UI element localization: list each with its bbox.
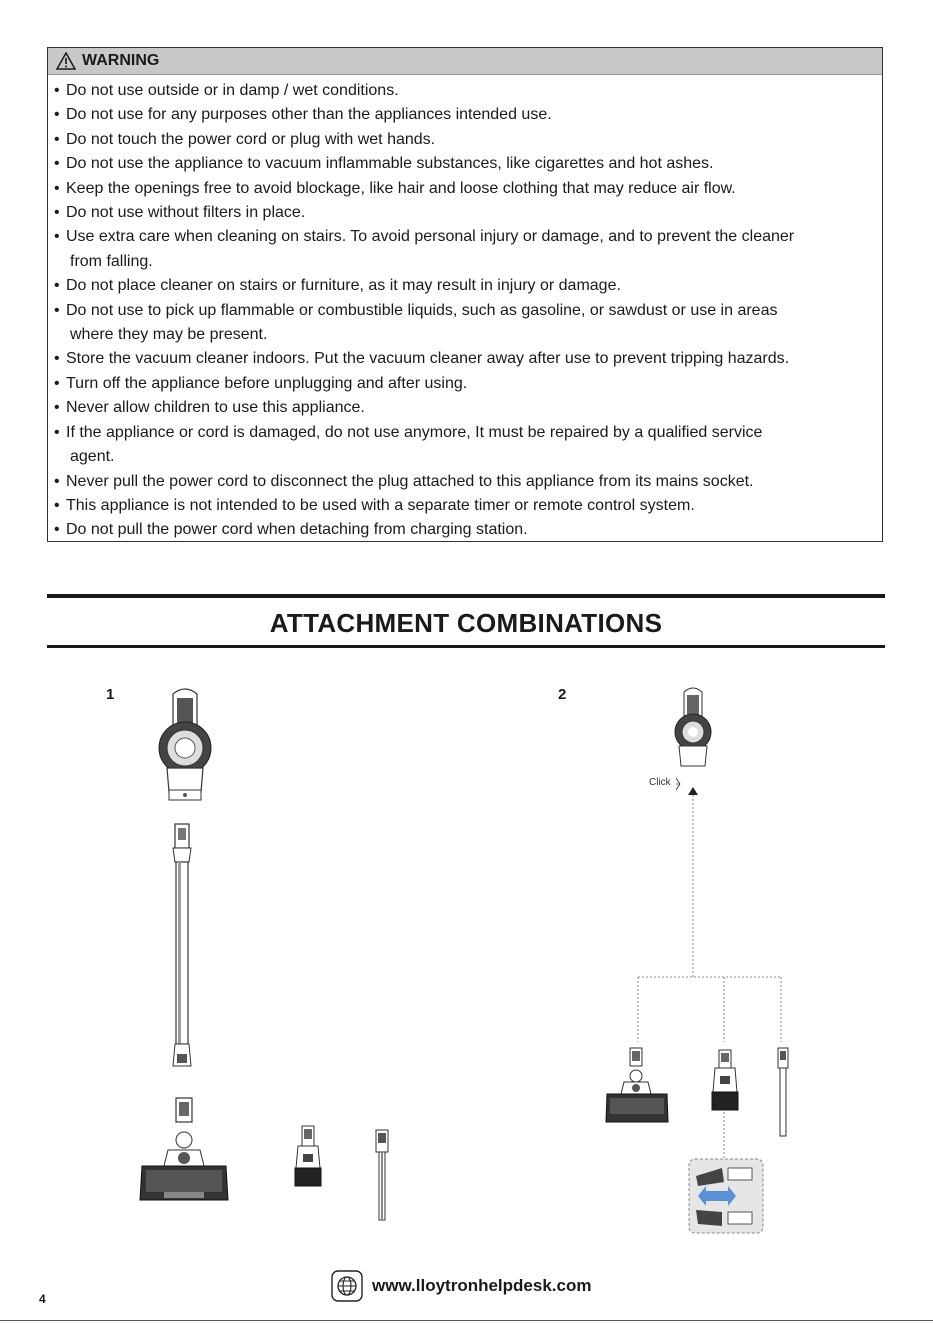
warning-item-text: Use extra care when cleaning on stairs. To avoid personal injury or damage, and to prevent the cleaner — [66, 228, 795, 246]
warning-item-text: Do not place cleaner on stairs or furniture, as it may result in injury or damage. — [66, 277, 621, 295]
warning-item-continuation: from falling. — [70, 252, 153, 270]
warning-item-text: Do not touch the power cord or plug with wet hands. — [66, 130, 436, 148]
warning-item — [54, 372, 874, 396]
click-label: Click — [649, 777, 671, 788]
warning-item — [54, 225, 874, 274]
warning-item — [54, 299, 874, 348]
warning-header — [48, 48, 882, 75]
warning-item — [54, 79, 874, 103]
bottom-divider — [0, 1320, 933, 1321]
warning-item — [54, 518, 874, 542]
warning-item — [54, 274, 874, 298]
warning-item — [54, 494, 874, 518]
warning-item — [54, 396, 874, 420]
warning-item — [54, 421, 874, 470]
floor-brush-drawing — [138, 1096, 232, 1202]
warning-item-text: Do not use without filters in place. — [66, 204, 306, 222]
warning-item-text: Keep the openings free to avoid blockage, like hair and loose clothing that may reduce air flow. — [66, 179, 736, 197]
warning-item-text: Store the vacuum cleaner indoors. Put the vacuum cleaner away after use to prevent tripping hazards. — [66, 350, 790, 368]
crevice-tool-drawing — [372, 1128, 392, 1222]
warning-item — [54, 177, 874, 201]
warning-item-text: Never pull the power cord to disconnect the plug attached to this appliance from its mains socket. — [66, 472, 754, 490]
main-unit-drawing — [155, 686, 215, 802]
section-rule-top — [47, 594, 885, 598]
brush-switch-detail-drawing — [688, 1158, 764, 1234]
warning-item-text: This appliance is not intended to be used with a separate timer or remote control system. — [66, 496, 695, 514]
warning-item — [54, 152, 874, 176]
extension-tube-drawing — [165, 822, 199, 1068]
figure-1-label: 1 — [106, 686, 115, 703]
warning-item-text: Never allow children to use this appliance. — [66, 399, 365, 417]
warning-list — [48, 75, 882, 543]
warning-item-text: Do not use the appliance to vacuum inflammable substances, like cigarettes and hot ashes. — [66, 155, 714, 173]
warning-item-text: Do not use to pick up flammable or combustible liquids, such as gasoline, or sawdust or use in areas — [66, 301, 778, 319]
section-title: ATTACHMENT COMBINATIONS — [269, 608, 663, 638]
footer-url-link[interactable]: www.lloytronhelpdesk.com — [372, 1276, 592, 1295]
crevice-tool-small-drawing — [775, 1046, 791, 1138]
warning-item — [54, 347, 874, 371]
warning-item — [54, 470, 874, 494]
warning-title: WARNING — [82, 52, 160, 69]
warning-item-text: Do not use outside or in damp / wet conditions. — [66, 82, 399, 99]
floor-brush-small-drawing — [604, 1046, 670, 1124]
page-number: 4 — [39, 1292, 46, 1306]
warning-item — [54, 103, 874, 127]
warning-triangle-icon — [56, 52, 76, 70]
warning-item-text: Do not pull the power cord when detaching from charging station. — [66, 521, 528, 539]
warning-item — [54, 128, 874, 152]
warning-item-text: Do not use for any purposes other than the appliances intended use. — [66, 106, 552, 124]
main-unit-small-drawing — [670, 686, 716, 774]
section-rule-bottom — [47, 645, 885, 648]
warning-box — [47, 47, 883, 542]
warning-item-continuation: agent. — [70, 448, 115, 466]
globe-icon — [331, 1270, 363, 1302]
warning-item-text: Turn off the appliance before unplugging and after using. — [66, 374, 468, 392]
warning-item-text: If the appliance or cord is damaged, do not use anymore, It must be repaired by a qualified service — [66, 423, 763, 441]
warning-item — [54, 201, 874, 225]
combination-brush-drawing — [292, 1124, 324, 1188]
combination-brush-small-drawing — [710, 1048, 740, 1112]
figure-2-label: 2 — [558, 686, 567, 703]
warning-item-continuation: where they may be present. — [70, 326, 268, 344]
